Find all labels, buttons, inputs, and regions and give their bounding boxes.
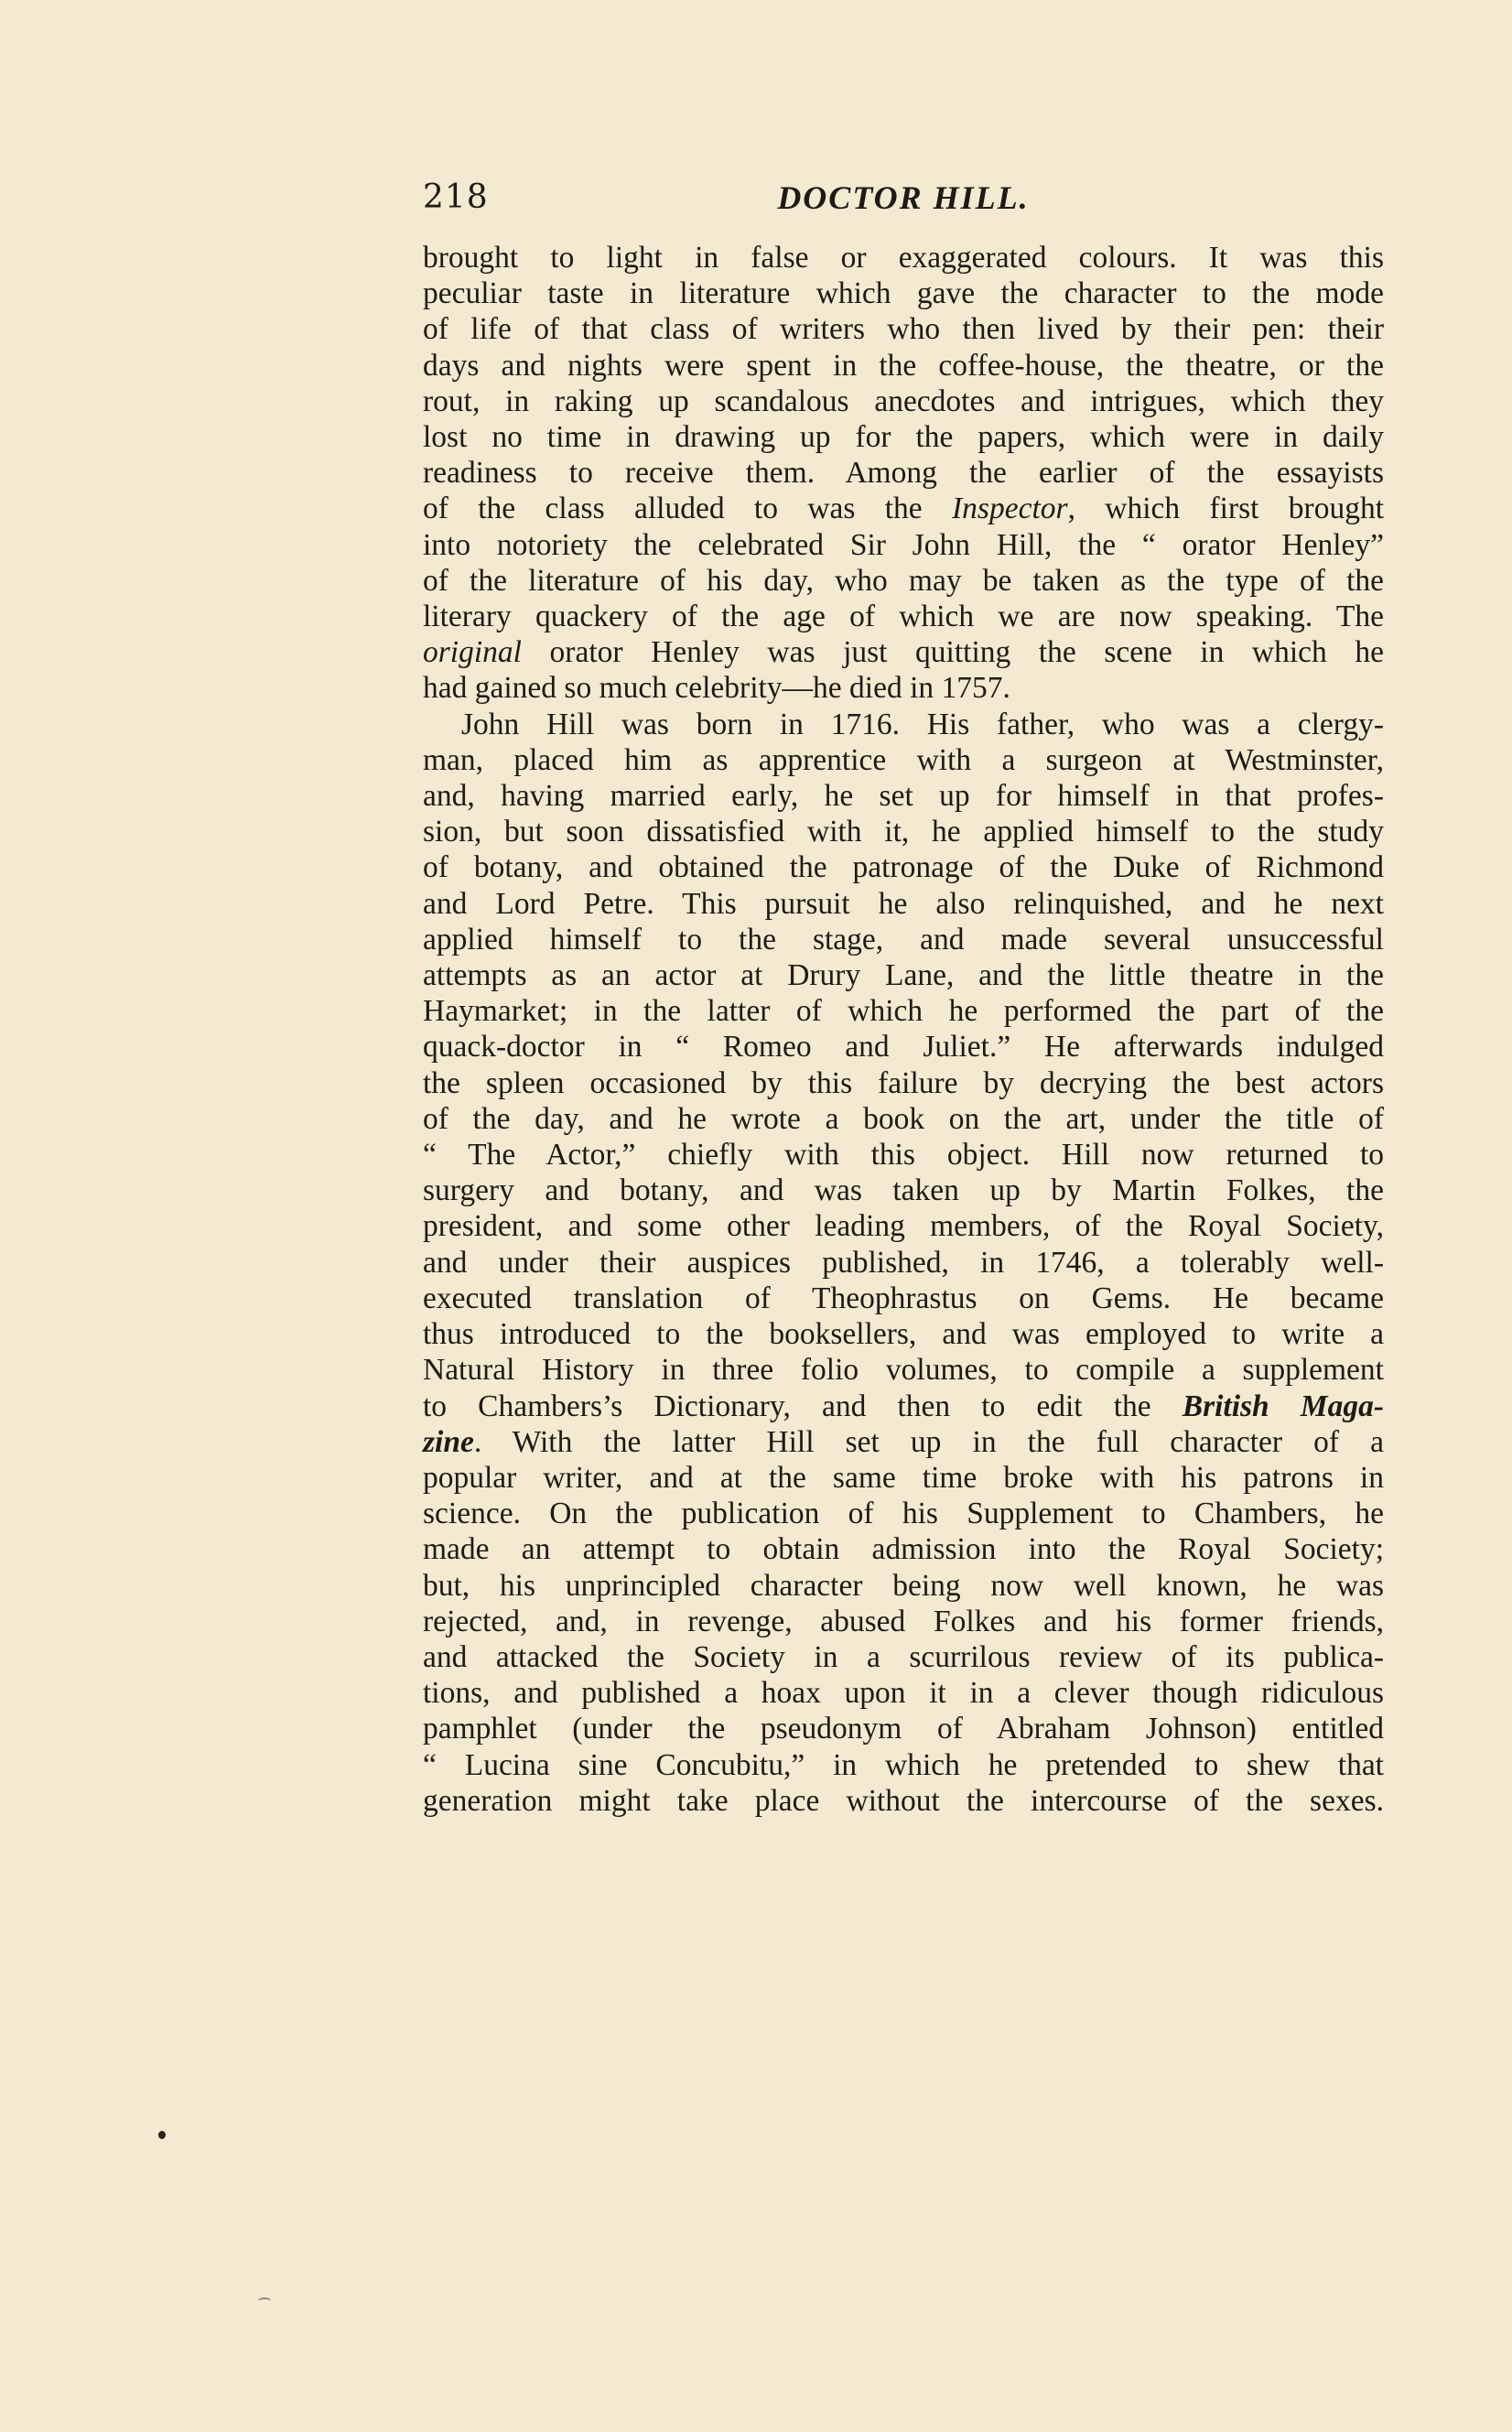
text-line: days and nights were spent in the coffee-house, the theatre, or the [423,348,1384,383]
text-line: and, having married early, he set up for himself in that profes- [423,779,1384,814]
ink-speck [158,2131,166,2139]
text-line: had gained so much celebrity—he died in 1757. [423,671,1010,706]
running-head [423,178,1384,233]
text-line: pamphlet (under the pseudonym of Abraham Johnson) entitled [423,1712,1384,1746]
text-line: thus introduced to the booksellers, and was employed to write a [423,1317,1384,1352]
pencil-mark [258,2297,271,2305]
text-line: the spleen occasioned by this failure by decrying the best actors [423,1065,1384,1100]
text-run: to Chambers’s Dictionary, and then to edit the [423,1389,1183,1423]
text-line: into notoriety the celebrated Sir John Hill, the “ orator Henley” [423,527,1384,562]
text-line: president, and some other leading members, of the Royal Society, [423,1209,1384,1244]
text-line: of botany, and obtained the patronage of the Duke of Richmond [423,850,1384,885]
paragraph-2 [423,707,1384,1819]
text-line: applied himself to the stage, and made several unsuccessful [423,922,1384,957]
body-text [423,240,1384,1819]
text-line [423,1424,1384,1460]
italic-word-original: original [423,635,522,670]
text-line: of the literature of his day, who may be taken as the type of the [423,563,1384,598]
text-line: “ The Actor,” chiefly with this object. Hill now returned to [423,1138,1384,1173]
text-line: generation might take place without the intercourse of the sexes. [423,1783,1384,1818]
text-line: lost no time in drawing up for the papers, which were in daily [423,420,1384,455]
text-run: orator Henley was just quitting the scene in which he [521,635,1384,670]
text-line: brought to light in false or exaggerated colours. It was this [423,241,1384,275]
text-line: science. On the publication of his Supplement to Chambers, he [423,1497,1384,1531]
text-line: “ Lucina sine Concubitu,” in which he pretended to shew that [423,1747,1384,1782]
text-line: readiness to receive them. Among the earlier of the essayists [423,456,1384,491]
text-line: of the day, and he wrote a book on the art, under the title of [423,1101,1384,1136]
page-number: 218 [423,178,489,216]
text-line: tions, and published a hoax upon it in a clever though ridiculous [423,1676,1384,1711]
text-line [423,634,1384,670]
text-line: John Hill was born in 1716. His father, who was a clergy- [461,707,1384,741]
text-line [423,491,1384,526]
italic-title-british-magazine: British Maga- [1182,1389,1384,1423]
paragraph-1 [423,240,1384,707]
text-line: executed translation of Theophrastus on Gems. He became [423,1281,1384,1315]
text-run: of the class alluded to was the [423,492,953,526]
text-line: and attacked the Society in a scurrilous review of its publica- [423,1639,1384,1674]
text-run: . With the latter Hill set up in the full character of a [473,1424,1384,1459]
text-line: surgery and botany, and was taken up by Martin Folkes, the [423,1173,1384,1208]
text-line [423,1389,1384,1424]
text-line: attempts as an actor at Drury Lane, and the little theatre in the [423,958,1384,993]
text-line: of life of that class of writers who then lived by their pen: their [423,312,1384,347]
italic-title-inspector: Inspector [952,492,1068,526]
text-line: man, placed him as apprentice with a surgeon at Westminster, [423,742,1384,777]
italic-title-british-magazine-cont: zine [423,1424,474,1459]
text-line: rejected, and, in revenge, abused Folkes and his former friends, [423,1604,1384,1638]
text-line: sion, but soon dissatisfied with it, he applied himself to the study [423,815,1384,849]
text-run: , which first brought [1067,492,1385,526]
text-line: popular writer, and at the same time broke with his patrons in [423,1460,1384,1495]
text-line: made an attempt to obtain admission into the Royal Society; [423,1532,1384,1567]
text-line: and under their auspices published, in 1746, a tolerably well- [423,1245,1384,1280]
text-line: rout, in raking up scandalous anecdotes and intrigues, which they [423,384,1384,418]
text-line: peculiar taste in literature which gave the character to the mode [423,276,1384,311]
text-line: Natural History in three folio volumes, to compile a supplement [423,1353,1384,1388]
text-line: and Lord Petre. This pursuit he also relinquished, and he next [423,886,1384,921]
text-line: Haymarket; in the latter of which he performed the part of the [423,994,1384,1029]
text-line: quack-doctor in “ Romeo and Juliet.” He afterwards indulged [423,1030,1384,1065]
text-line: literary quackery of the age of which we are now speaking. The [423,600,1384,634]
running-title: DOCTOR HILL. [777,179,1030,216]
text-line: but, his unprincipled character being now well known, he was [423,1568,1384,1603]
